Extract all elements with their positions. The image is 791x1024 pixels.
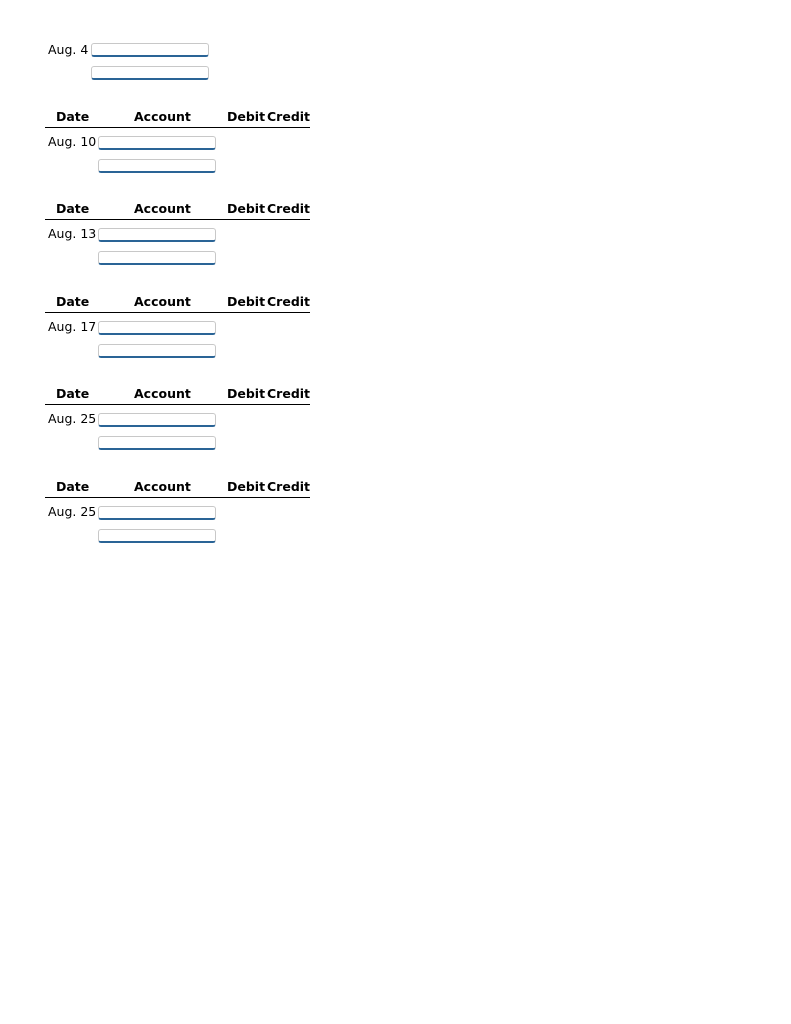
account-input-credit[interactable]: [98, 159, 216, 173]
header-date: Date: [56, 294, 90, 309]
header-account: Account: [134, 201, 191, 216]
account-input-debit[interactable]: [98, 506, 216, 520]
account-input-credit[interactable]: [91, 66, 209, 80]
account-input-credit[interactable]: [98, 251, 216, 265]
account-input-credit[interactable]: [98, 436, 216, 450]
entry-row-credit: [45, 521, 310, 544]
table-header: [45, 292, 310, 313]
header-account: Account: [134, 109, 191, 124]
header-account: Account: [134, 386, 191, 401]
journal-entry-aug-13: [45, 199, 310, 266]
header-account: Account: [134, 479, 191, 494]
header-credit: Credit: [267, 386, 311, 401]
header-account: Account: [134, 294, 191, 309]
entry-row-debit: [45, 128, 310, 151]
header-debit: Debit: [227, 109, 266, 124]
entry-date: Aug. 25: [48, 411, 97, 426]
entry-row-credit: [45, 336, 310, 359]
header-debit: Debit: [227, 386, 266, 401]
journal-entry-aug-25-second: [45, 477, 310, 544]
entry-row-debit: [45, 313, 310, 336]
account-input-debit[interactable]: [98, 228, 216, 242]
account-input-debit[interactable]: [98, 413, 216, 427]
entry-date: Aug. 4: [48, 42, 89, 57]
account-input-credit[interactable]: [98, 344, 216, 358]
entry-date: Aug. 10: [48, 134, 97, 149]
account-input-debit[interactable]: [91, 43, 209, 57]
header-date: Date: [56, 201, 90, 216]
table-header: [45, 107, 310, 128]
entry-row-credit: [45, 151, 310, 174]
header-credit: Credit: [267, 109, 311, 124]
entry-row-credit: [45, 243, 310, 266]
entry-row-credit: [45, 59, 310, 82]
account-input-credit[interactable]: [98, 529, 216, 543]
account-input-debit[interactable]: [98, 136, 216, 150]
journal-entry-aug-25: [45, 384, 310, 451]
entry-row-credit: [45, 428, 310, 451]
entry-date: Aug. 13: [48, 226, 97, 241]
header-date: Date: [56, 479, 90, 494]
header-credit: Credit: [267, 201, 311, 216]
header-debit: Debit: [227, 294, 266, 309]
journal-entry-aug-17: [45, 292, 310, 359]
header-debit: Debit: [227, 479, 266, 494]
entry-row-debit: [45, 498, 310, 521]
entry-row-debit: [45, 220, 310, 243]
entry-date: Aug. 17: [48, 319, 97, 334]
header-credit: Credit: [267, 479, 311, 494]
header-date: Date: [56, 386, 90, 401]
entry-date: Aug. 25: [48, 504, 97, 519]
journal-entry-aug-10: [45, 107, 310, 174]
table-header: [45, 477, 310, 498]
entry-row-debit: [45, 36, 310, 59]
table-header: [45, 384, 310, 405]
header-credit: Credit: [267, 294, 311, 309]
header-debit: Debit: [227, 201, 266, 216]
account-input-debit[interactable]: [98, 321, 216, 335]
journal-entry-aug-4: [45, 36, 310, 82]
table-header: [45, 199, 310, 220]
header-date: Date: [56, 109, 90, 124]
entry-row-debit: [45, 405, 310, 428]
